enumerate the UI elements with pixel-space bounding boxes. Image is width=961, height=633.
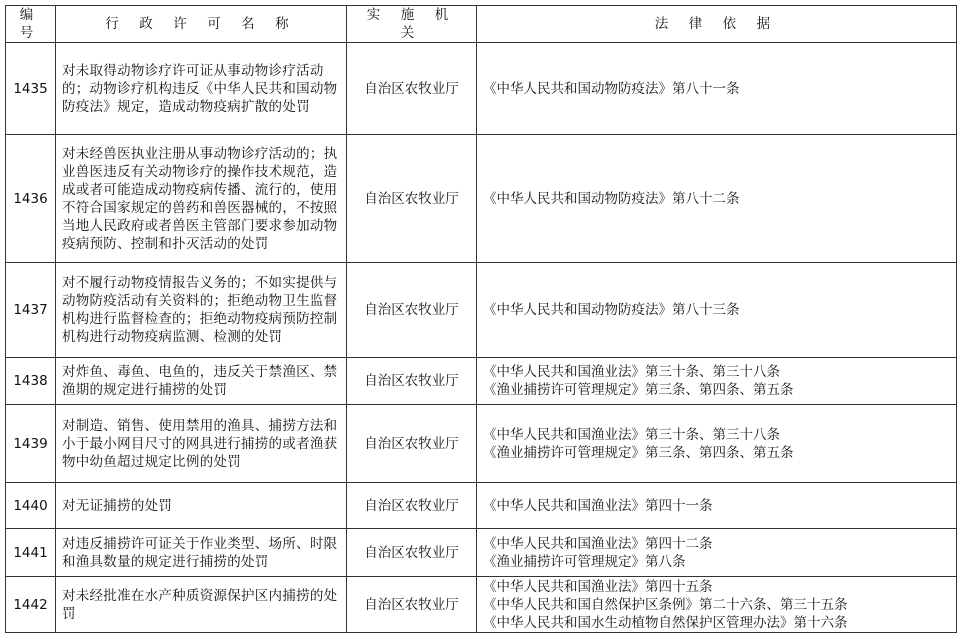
permit-name: 对违反捕捞许可证关于作业类型、场所、时限和渔具数量的规定进行捕捞的处罚 [56, 529, 347, 577]
row-number: 1437 [6, 263, 56, 358]
law-line: 《中华人民共和国水生动植物自然保护区管理办法》第十六条 [483, 614, 848, 631]
row-number: 1436 [6, 135, 56, 263]
legal-basis [477, 405, 957, 483]
row-number: 1442 [6, 577, 56, 633]
law-line: 《渔业捕捞许可管理规定》第八条 [483, 553, 686, 570]
permit-name: 对无证捕捞的处罚 [56, 483, 347, 529]
table-row [6, 43, 957, 135]
law-line: 《中华人民共和国动物防疫法》第八十二条 [483, 190, 740, 207]
law-line: 《中华人民共和国渔业法》第四十二条 [483, 535, 713, 552]
row-number: 1435 [6, 43, 56, 135]
law-line: 《中华人民共和国动物防疫法》第八十一条 [483, 80, 740, 97]
legal-basis [477, 263, 957, 358]
agency: 自治区农牧业厅 [347, 263, 477, 358]
row-number: 1440 [6, 483, 56, 529]
row-number: 1439 [6, 405, 56, 483]
row-number: 1438 [6, 358, 56, 405]
law-line: 《渔业捕捞许可管理规定》第三条、第四条、第五条 [483, 444, 794, 461]
permit-name: 对制造、销售、使用禁用的渔具、捕捞方法和小于最小网目尺寸的网具进行捕捞的或者渔获物中幼鱼超过规定比例的处罚 [56, 405, 347, 483]
law-line: 《中华人民共和国渔业法》第三十条、第三十八条 [483, 426, 780, 443]
agency: 自治区农牧业厅 [347, 405, 477, 483]
legal-basis [477, 358, 957, 405]
law-line: 《中华人民共和国自然保护区条例》第二十六条、第三十五条 [483, 596, 848, 613]
table-row [6, 358, 957, 405]
permit-name: 对炸鱼、毒鱼、电鱼的，违反关于禁渔区、禁渔期的规定进行捕捞的处罚 [56, 358, 347, 405]
law-line: 《中华人民共和国动物防疫法》第八十三条 [483, 302, 740, 318]
agency: 自治区农牧业厅 [347, 483, 477, 529]
permit-table [5, 5, 957, 633]
permit-name: 对不履行动物疫情报告义务的；不如实提供与动物防疫活动有关资料的；拒绝动物卫生监督机构进行监督检查的；拒绝动物疫病预防控制机构进行动物疫病监测、检测的处罚 [56, 263, 347, 358]
law-line: 《中华人民共和国渔业法》第三十条、第三十八条 [483, 364, 780, 380]
header-legal-basis: 法 律 依 据 [477, 6, 957, 43]
law-line: 《中华人民共和国渔业法》第四十五条 [483, 578, 713, 595]
table-row [6, 577, 957, 633]
permit-name: 对未取得动物诊疗许可证从事动物诊疗活动的；动物诊疗机构违反《中华人民共和国动物防疫法》规定，造成动物疫病扩散的处罚 [56, 43, 347, 135]
table-row [6, 135, 957, 263]
permit-name: 对未经兽医执业注册从事动物诊疗活动的；执业兽医违反有关动物诊疗的操作技术规范，造成或者可能造成动物疫病传播、流行的，使用不符合国家规定的兽药和兽医器械的，不按照当地人民政府或者兽医主管部门要求参加动物疫病预防、控制和扑灭活动的处罚 [56, 135, 347, 263]
row-number: 1441 [6, 529, 56, 577]
law-line: 《渔业捕捞许可管理规定》第三条、第四条、第五条 [483, 382, 794, 398]
header-permit-name: 行 政 许 可 名 称 [56, 6, 347, 43]
legal-basis [477, 483, 957, 529]
law-line: 《中华人民共和国渔业法》第四十一条 [483, 497, 713, 514]
header-number: 编号 [6, 6, 56, 43]
table-header-row [6, 6, 957, 43]
table-row [6, 483, 957, 529]
permit-name: 对未经批准在水产种质资源保护区内捕捞的处罚 [56, 577, 347, 633]
agency: 自治区农牧业厅 [347, 577, 477, 633]
table-row [6, 405, 957, 483]
table-row [6, 263, 957, 358]
legal-basis [477, 529, 957, 577]
agency: 自治区农牧业厅 [347, 43, 477, 135]
legal-basis [477, 135, 957, 263]
agency: 自治区农牧业厅 [347, 135, 477, 263]
header-agency: 实 施 机 关 [347, 6, 477, 43]
table-row [6, 529, 957, 577]
agency: 自治区农牧业厅 [347, 358, 477, 405]
legal-basis [477, 43, 957, 135]
agency: 自治区农牧业厅 [347, 529, 477, 577]
legal-basis [477, 577, 957, 633]
